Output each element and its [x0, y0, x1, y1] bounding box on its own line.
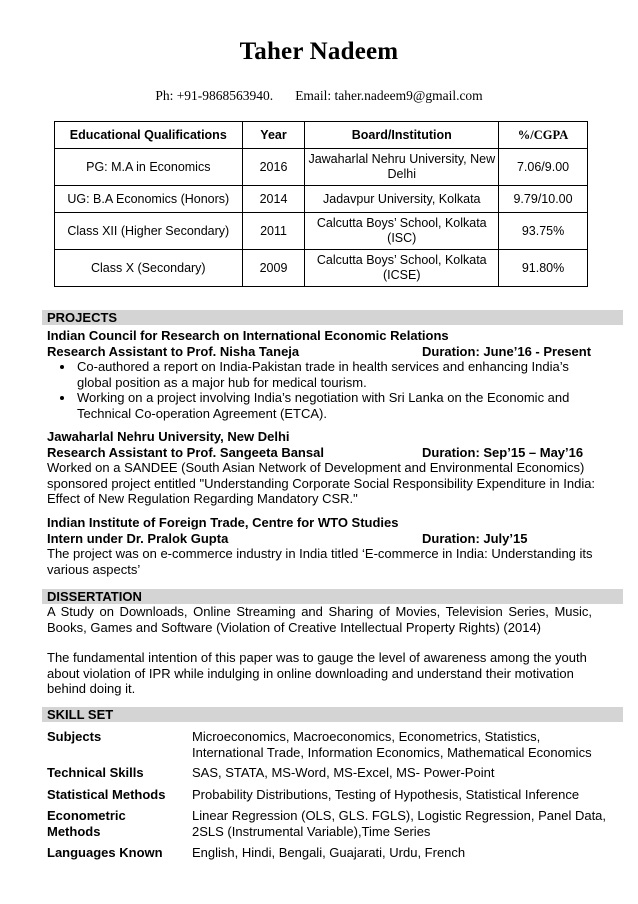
skill-value: Probability Distributions, Testing of Hypothesis, Statistical Inference — [192, 787, 580, 802]
table-row — [55, 213, 588, 250]
project-bullets — [47, 359, 607, 421]
project-role: Intern under Dr. Pralok Gupta — [47, 530, 229, 546]
qualification-cell: Class X (Secondary) — [55, 250, 243, 287]
skills-heading: SKILL SET — [42, 707, 623, 722]
projects-heading: PROJECTS — [42, 310, 623, 325]
contact-line — [0, 88, 638, 104]
skill-label: Languages Known — [47, 845, 163, 860]
project-role-row — [47, 531, 607, 547]
project-icrier — [47, 328, 607, 421]
score-cell: 93.75% — [499, 213, 588, 250]
institution-cell: Calcutta Boys’ School, Kolkata (ISC) — [305, 213, 499, 250]
table-row — [55, 186, 588, 213]
project-duration: Duration: Sep’15 – May’16 — [422, 444, 584, 460]
qualification-cell: UG: B.A Economics (Honors) — [55, 186, 243, 213]
dissertation-text: The fundamental intention of this paper was to gauge the level of awareness among the youth about violation of IPR while indulging in online downloading and understand their motivation behind doing it. — [47, 650, 587, 696]
skill-value: English, Hindi, Bengali, Guajarati, Urdu, French — [192, 845, 466, 860]
project-role: Research Assistant to Prof. Sangeeta Bansal — [47, 444, 324, 460]
dissertation-heading: DISSERTATION — [42, 589, 623, 604]
institution-cell: Calcutta Boys’ School, Kolkata (ICSE) — [305, 250, 499, 287]
project-role: Research Assistant to Prof. Nisha Taneja — [47, 343, 300, 359]
skill-value: Microeconomics, Macroeconomics, Econometrics, Statistics, International Trade, Information Economics, Mathematical Economics — [192, 729, 592, 760]
qualification-cell: PG: M.A in Economics — [55, 149, 243, 186]
project-org: Indian Council for Research on International Economic Relations — [47, 328, 449, 343]
project-description: The project was on e-commerce industry in India titled ‘E-commerce in India: Understanding its various aspects’ — [47, 546, 593, 577]
project-iift — [47, 515, 607, 577]
year-cell: 2014 — [242, 186, 305, 213]
table-header-row — [55, 122, 588, 149]
score-cell: 7.06/9.00 — [499, 149, 588, 186]
project-duration: Duration: June’16 - Present — [422, 343, 592, 359]
list-item: • Working on a project involving India’s negotiation with Sri Lanka on the Economic and Technical Co-operation Agreement (ETCA). — [75, 390, 607, 421]
skill-label: Statistical Methods — [47, 787, 166, 802]
project-duration: Duration: July’15 — [422, 530, 528, 546]
table-row — [55, 149, 588, 186]
table-row — [55, 250, 588, 287]
year-cell: 2011 — [242, 213, 305, 250]
col-header-institution: Board/Institution — [305, 122, 499, 149]
dissertation-title: A Study on Downloads, Online Streaming and Sharing of Movies, Television Series, Music, Books, Games and Software (Violation of Creative Intellectual Property Rights) (2014) — [47, 604, 592, 635]
skill-label: Econometric Methods — [47, 808, 126, 839]
col-header-year: Year — [242, 122, 305, 149]
institution-cell: Jadavpur University, Kolkata — [305, 186, 499, 213]
col-header-qualification: Educational Qualifications — [55, 122, 243, 149]
phone-number: Ph: +91-9868563940. — [155, 88, 274, 103]
qualification-cell: Class XII (Higher Secondary) — [55, 213, 243, 250]
education-table — [54, 121, 588, 287]
score-cell: 9.79/10.00 — [499, 186, 588, 213]
skill-value: Linear Regression (OLS, GLS. FGLS), Logistic Regression, Panel Data, 2SLS (Instrumental Variable),Time Series — [192, 808, 607, 839]
project-org: Indian Institute of Foreign Trade, Centre for WTO Studies — [47, 515, 399, 530]
score-cell: 91.80% — [499, 250, 588, 287]
project-org: Jawaharlal Nehru University, New Delhi — [47, 429, 290, 444]
project-jnu — [47, 429, 607, 507]
institution-cell: Jawaharlal Nehru University, New Delhi — [305, 149, 499, 186]
year-cell: 2016 — [242, 149, 305, 186]
skill-value: SAS, STATA, MS-Word, MS-Excel, MS- Power-Point — [192, 765, 495, 780]
email-address: Email: taher.nadeem9@gmail.com — [295, 88, 483, 103]
project-description: Worked on a SANDEE (South Asian Network of Development and Environmental Economics) sponsored project entitled "Understanding Corporate Social Responsibility Expenditure in India: Effect of New Regulation Regarding Mandatory CSR." — [47, 460, 596, 506]
candidate-name: Taher Nadeem — [239, 38, 399, 65]
col-header-score: %/CGPA — [499, 122, 588, 149]
skill-label: Technical Skills — [47, 765, 144, 780]
year-cell: 2009 — [242, 250, 305, 287]
list-item: • Co-authored a report on India-Pakistan trade in health services and enhancing India’s global position as a major hub for medical tourism. — [75, 359, 607, 390]
project-role-row — [47, 445, 607, 461]
skill-label: Subjects — [47, 729, 102, 744]
project-role-row — [47, 344, 607, 360]
